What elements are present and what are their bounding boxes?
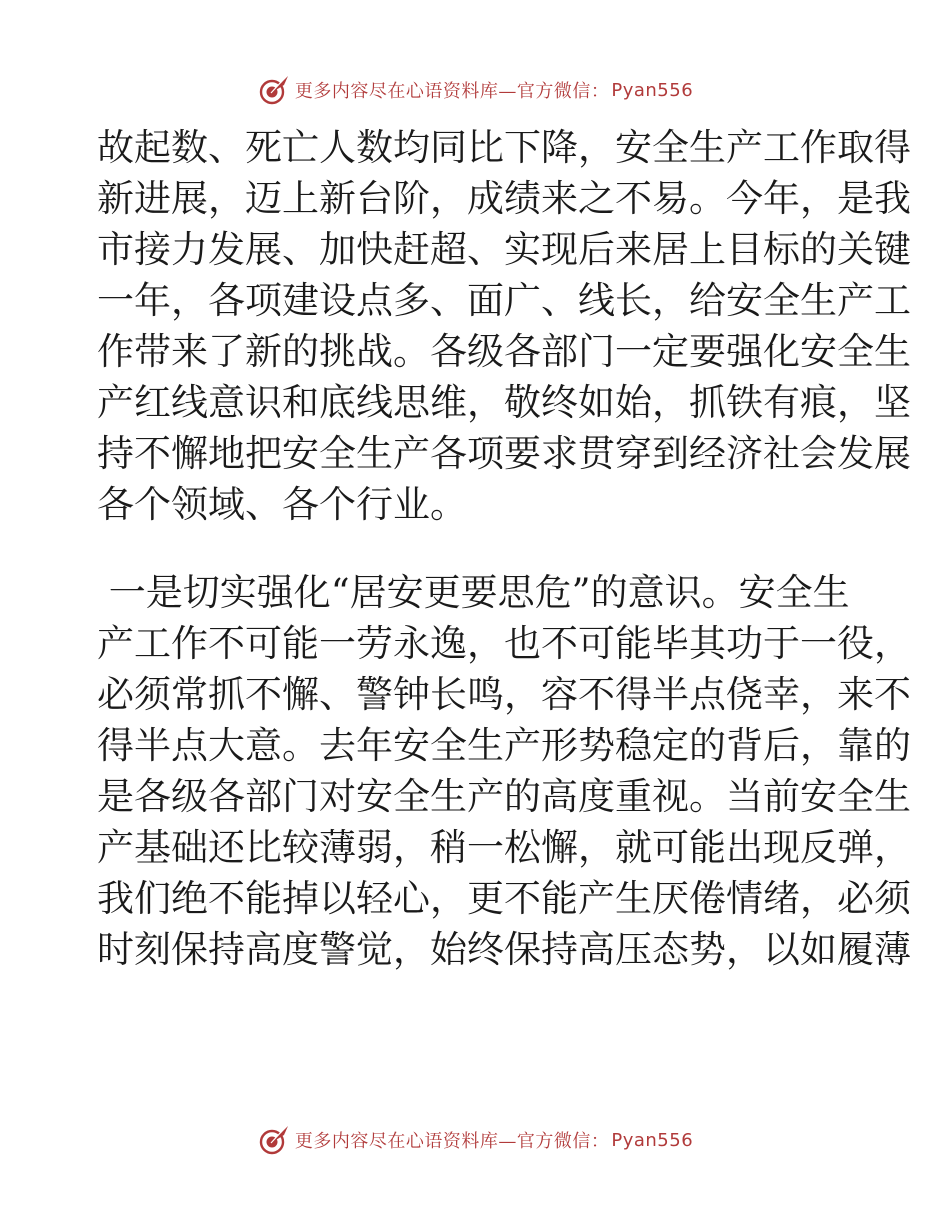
text-line: 必须常抓不懈、警钟长鸣，容不得半点侥幸，来不	[97, 673, 911, 716]
text-line: 持不懈地把安全生产各项要求贯穿到经济社会发展	[97, 432, 911, 475]
text-line: 我们绝不能掉以轻心，更不能产生厌倦情绪，必须	[97, 877, 911, 920]
text-line: 作带来了新的挑战。各级各部门一定要强化安全生	[97, 330, 911, 373]
footer-watermark	[0, 1120, 950, 1160]
quill-logo-icon	[257, 73, 291, 107]
text-line: 产基础还比较薄弱，稍一松懈，就可能出现反弹，	[97, 826, 911, 869]
quill-logo-icon	[257, 1123, 291, 1157]
text-line: 一是切实强化“居安更要思危”的意识。安全生	[97, 571, 850, 614]
watermark-handle: Pyan556	[611, 79, 694, 101]
watermark-text: 更多内容尽在心语资料库—官方微信：	[294, 81, 610, 102]
text-line: 一年，各项建设点多、面广、线长，给安全生产工	[97, 279, 911, 322]
text-line: 各个领域、各个行业。	[97, 483, 467, 526]
text-line: 产工作不可能一劳永逸，也不可能毕其功于一役，	[97, 622, 911, 665]
text-line: 时刻保持高度警觉，始终保持高压态势，以如履薄	[97, 928, 911, 971]
document-body	[97, 122, 911, 975]
text-line: 市接力发展、加快赶超、实现后来居上目标的关键	[97, 228, 911, 271]
watermark-handle: Pyan556	[611, 1129, 694, 1151]
paragraph-1	[97, 122, 911, 530]
text-line: 故起数、死亡人数均同比下降，安全生产工作取得	[97, 126, 911, 169]
paragraph-2	[97, 567, 911, 975]
text-line: 产红线意识和底线思维，敬终如始，抓铁有痕，坚	[97, 381, 911, 424]
watermark-text: 更多内容尽在心语资料库—官方微信：	[294, 1131, 610, 1152]
header-watermark	[0, 70, 950, 110]
text-line: 是各级各部门对安全生产的高度重视。当前安全生	[97, 775, 911, 818]
text-line: 得半点大意。去年安全生产形势稳定的背后，靠的	[97, 724, 911, 767]
text-line: 新进展，迈上新台阶，成绩来之不易。今年，是我	[97, 177, 911, 220]
